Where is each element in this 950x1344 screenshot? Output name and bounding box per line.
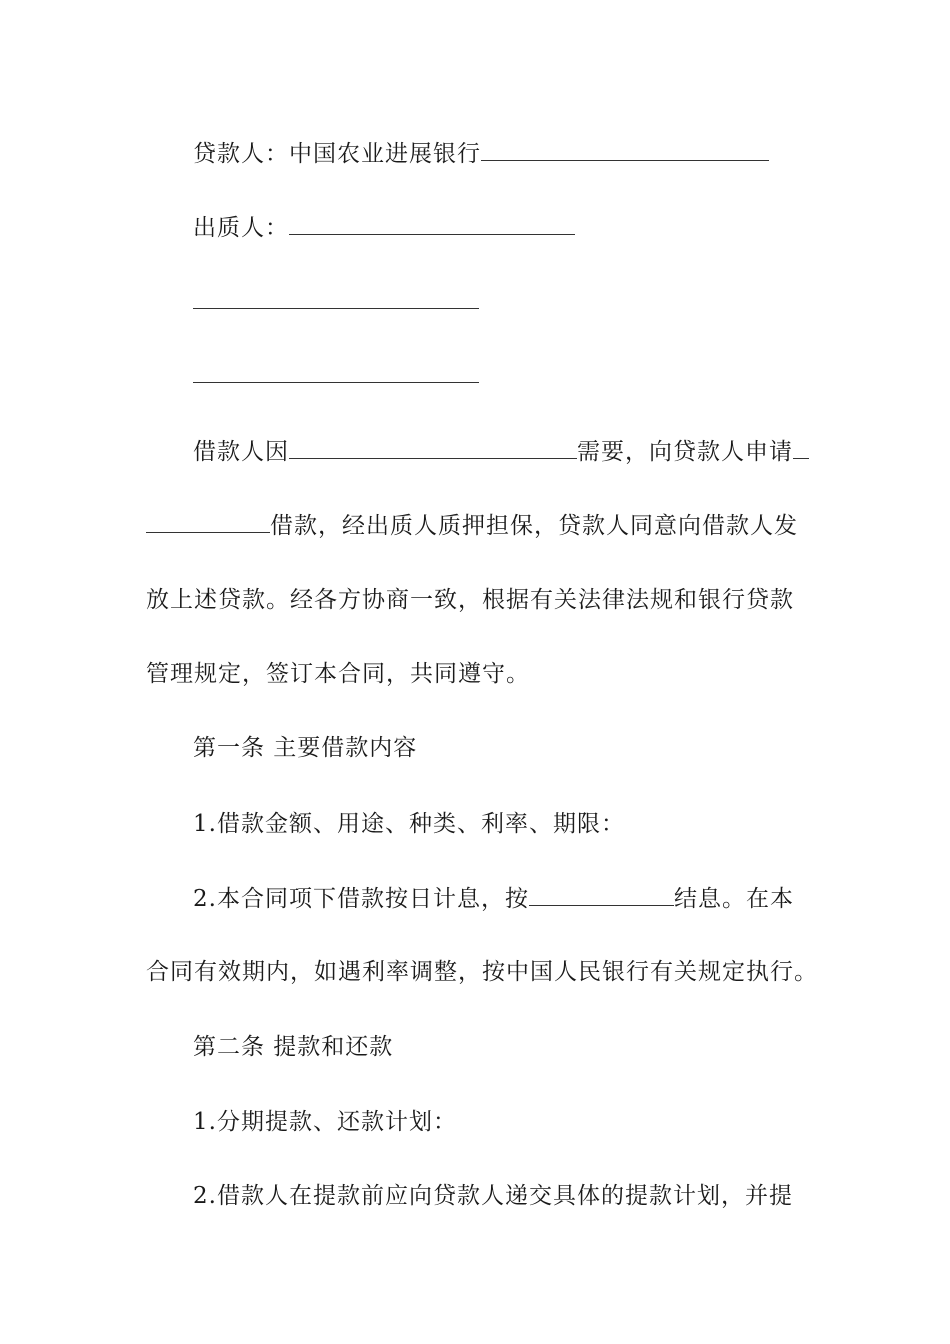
settlement-blank — [529, 883, 674, 906]
para1-line3: 放上述贷款。经各方协商一致，根据有关法律法规和银行贷款 — [146, 587, 794, 613]
para1-text-b: 需要，向贷款人申请 — [577, 439, 793, 465]
article1-item2 — [193, 883, 806, 913]
article2-item2: 2.借款人在提款前应向贷款人递交具体的提款计划，并提 — [193, 1183, 793, 1209]
article1-item2-line2: 合同有效期内，如遇利率调整，按中国人民银行有关规定执行。 — [146, 959, 818, 985]
pledgor-label: 出质人： — [193, 215, 289, 241]
article2-title: 第二条 提款和还款 — [193, 1034, 394, 1060]
article1-item2-text-a: 2.本合同项下借款按日计息，按 — [193, 886, 529, 912]
para1-line4: 管理规定，签订本合同，共同遵守。 — [146, 661, 530, 687]
reason-blank — [289, 436, 577, 459]
signature-blank-2 — [193, 360, 479, 383]
para1-text-c: 借款，经出质人质押担保，贷款人同意向借款人发 — [270, 513, 798, 539]
article1-title: 第一条 主要借款内容 — [193, 735, 418, 761]
para1-text-a: 借款人因 — [193, 439, 289, 465]
lender-label: 贷款人：中国农业进展银行 — [193, 141, 481, 167]
para1-line1 — [193, 436, 806, 466]
lender-line — [193, 138, 806, 168]
pledgor-line — [193, 212, 806, 242]
amount-blank-start — [793, 436, 809, 459]
blank-line-2 — [193, 360, 806, 390]
pledgor-blank — [289, 212, 575, 235]
article1-item2-text-b: 结息。在本 — [673, 886, 794, 912]
article2-item1: 1.分期提款、还款计划： — [193, 1109, 457, 1135]
para1-line2 — [146, 510, 806, 540]
lender-blank — [481, 138, 769, 161]
article1-item1: 1.借款金额、用途、种类、利率、期限： — [193, 811, 625, 837]
signature-blank-1 — [193, 286, 479, 309]
blank-line-1 — [193, 286, 806, 316]
amount-blank — [146, 510, 270, 533]
